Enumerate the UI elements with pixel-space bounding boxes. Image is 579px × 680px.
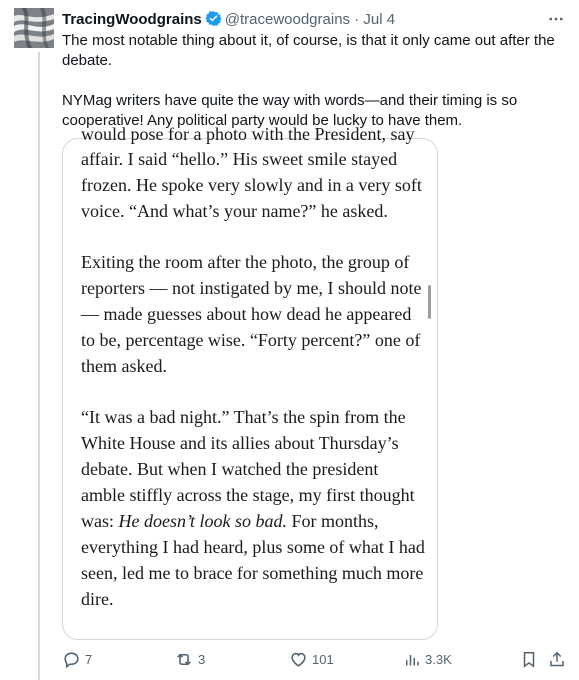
repost-count: 3: [198, 652, 206, 667]
tweet-text: [62, 31, 567, 131]
like-icon: [289, 650, 308, 669]
views-icon: [403, 650, 421, 669]
media-image[interactable]: [62, 124, 438, 640]
article-excerpt: [81, 124, 426, 612]
tweet-date[interactable]: Jul 4: [363, 11, 396, 28]
article-paragraph: “It was a bad night.” That’s the spin from the White House and its allies about Thursday’s debate. But when I watched the president amble stiffly across the stage, my first thought was: He doesn’t look so bad. For months, everything I had heard, plus some of what I had seen, led me to brace for something much more dire.: [81, 407, 425, 609]
tweet-paragraph: NYMag writers have quite the way with words—and their timing is so cooperative! Any political party would be lucky to have them.: [62, 92, 518, 129]
repost-button[interactable]: [174, 650, 205, 669]
action-bar: [62, 650, 567, 672]
like-button[interactable]: [289, 650, 334, 669]
share-button[interactable]: [548, 650, 566, 669]
thread-line: [38, 52, 40, 680]
article-paragraph: Exiting the room after the photo, the group of reporters — not instigated by me, I should note — made guesses about how dead he appeared to be, percentage wise. “Forty percent?” one of them asked.: [81, 252, 422, 376]
cut-off-text-line: would pose for a photo with the President, say: [81, 124, 415, 144]
avatar-image: [14, 8, 54, 48]
tweet-header: [62, 10, 567, 30]
views-count: 3.3K: [425, 652, 452, 667]
bookmark-button[interactable]: [520, 650, 538, 669]
avatar[interactable]: [14, 8, 54, 48]
share-icon: [548, 650, 566, 669]
bookmark-icon: [520, 650, 538, 669]
reply-icon: [62, 650, 81, 669]
views-button[interactable]: [403, 650, 452, 669]
tweet-paragraph: The most notable thing about it, of course, is that it only came out after the debate.: [62, 32, 555, 69]
article-paragraph: affair. I said “hello.” His sweet smile stayed frozen. He spoke very slowly and in a very soft voice. “And what’s your name?” he asked.: [81, 149, 422, 221]
more-icon[interactable]: [547, 10, 565, 33]
separator-dot: ·: [354, 11, 360, 28]
verified-badge-icon: [205, 10, 222, 31]
reply-count: 7: [85, 652, 93, 667]
scrollbar[interactable]: [428, 285, 431, 319]
author-name[interactable]: TracingWoodgrains: [62, 11, 202, 28]
like-count: 101: [312, 652, 334, 667]
italic-quote: He doesn’t look so bad.: [118, 511, 287, 531]
author-handle[interactable]: @tracewoodgrains: [224, 11, 351, 28]
repost-icon: [174, 650, 194, 669]
reply-button[interactable]: [62, 650, 92, 669]
